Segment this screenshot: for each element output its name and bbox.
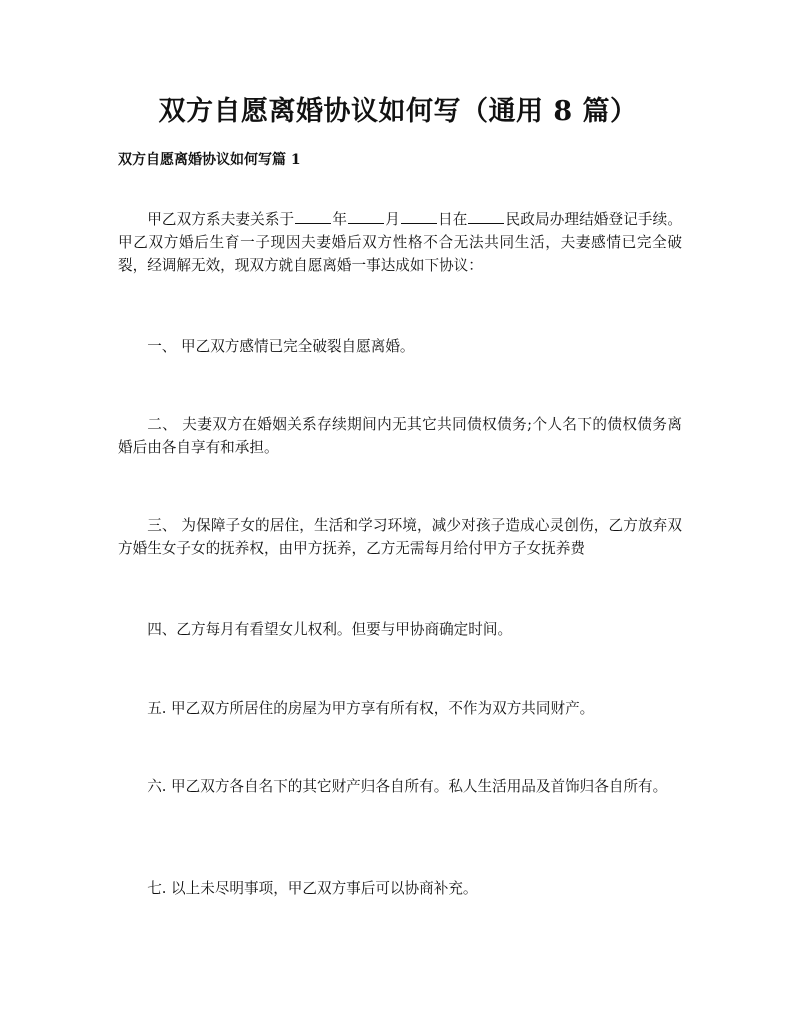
clause-5: 五. 甲乙双方所居住的房屋为甲方享有所有权，不作为双方共同财产。 — [147, 700, 595, 717]
intro-text-1: 甲乙双方系夫妻关系于 — [147, 211, 295, 228]
blank-line-bureau — [468, 209, 504, 224]
intro-text-2: 年 — [332, 211, 348, 228]
clause-4: 四、乙方每月有看望女儿权利。但要与甲协商确定时间。 — [147, 621, 513, 638]
clause-7: 七. 以上未尽明事项，甲乙双方事后可以协商补充。 — [147, 880, 478, 897]
clause-3: 三、 为保障子女的居住，生活和学习环境，减少对孩子造成心灵创伤，乙方放弃双方婚生女子女的抚养权，由甲方抚养，乙方无需每月给付甲方子女抚养费 — [118, 517, 682, 557]
blank-line-year — [295, 209, 331, 224]
clause-1: 一、 甲乙双方感情已完全破裂自愿离婚。 — [147, 338, 415, 355]
intro-text-4: 日在 — [437, 211, 468, 228]
clause-2: 二、 夫妻双方在婚姻关系存续期间内无其它共同债权债务;个人名下的债权债务离婚后由各自享有和承担。 — [118, 416, 682, 456]
clause-6: 六. 甲乙双方各自名下的其它财产归各自所有。私人生活用品及首饰归各自所有。 — [147, 778, 668, 795]
section-heading: 双方自愿离婚协议如何写篇 1 — [118, 152, 301, 168]
intro-paragraph — [118, 208, 682, 277]
intro-text-5: 民政局办理结婚登记手续。甲乙双方婚后生育一子现因夫妻婚后双方性格不合无法共同生活，夫妻感情已完全破裂，经调解无效，现双方就自愿离婚一事达成如下协议： — [118, 211, 682, 274]
intro-text-3: 月 — [385, 211, 400, 228]
document-title: 双方自愿离婚协议如何写（通用 8 篇） — [158, 96, 638, 127]
blank-line-day — [401, 209, 437, 224]
blank-line-month — [348, 209, 384, 224]
